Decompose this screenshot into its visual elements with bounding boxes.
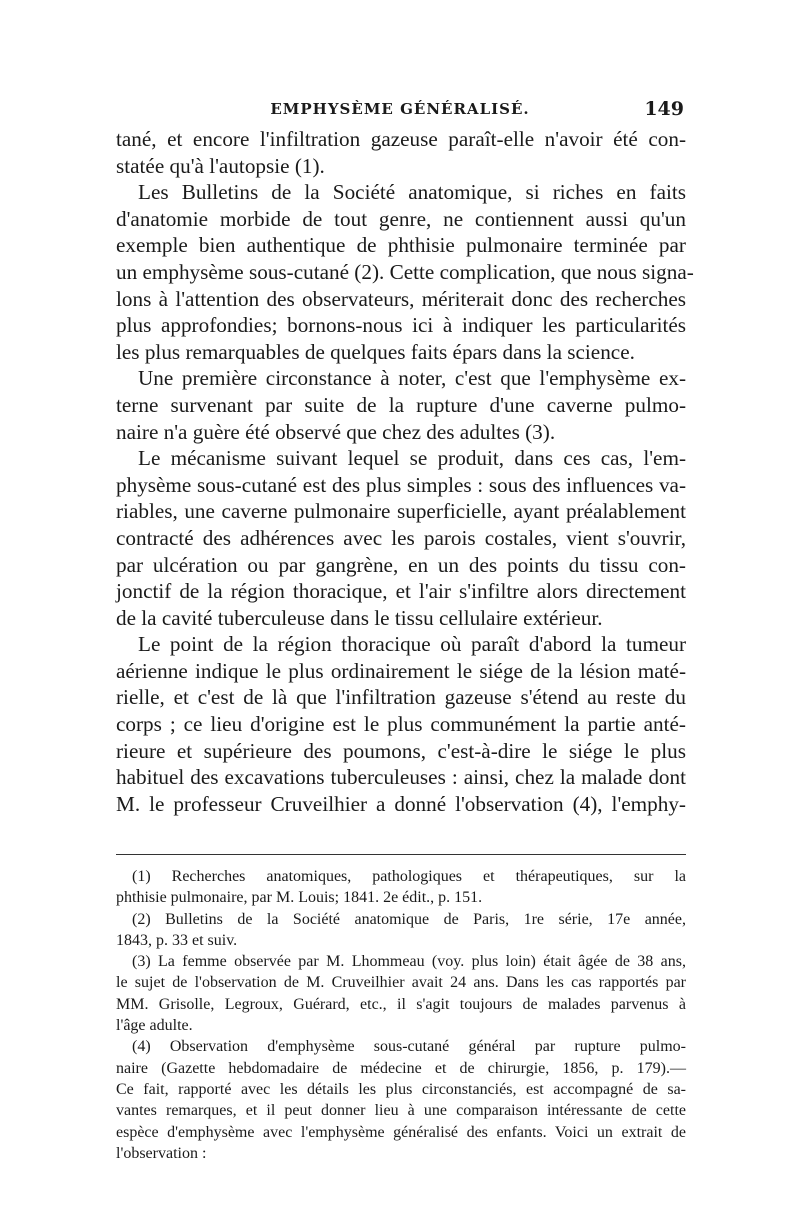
body-line: M. le professeur Cruveilhier a donné l'observation (4), l'emphy- [116,791,686,816]
body-line: plus approfondies; bornons-nous ici à indiquer les particularités [116,313,686,338]
body-line: Le mécanisme suivant lequel se produit, dans ces cas, l'em- [138,446,686,471]
body-line: Une première circonstance à noter, c'est que l'emphysème ex- [138,366,686,391]
body-line: tané, et encore l'infiltration gazeuse paraît-elle n'avoir été con- [116,127,686,151]
body-line: Les Bulletins de la Société anatomique, si riches en faits [138,180,686,205]
footnote-line: (2) Bulletins de la Société anatomique de Paris, 1re série, 17e année, [132,910,686,928]
body-line: par ulcération ou par gangrène, en un des points du tissu con- [116,552,686,577]
page-number: 149 [644,98,684,120]
footnote-rule [116,854,686,855]
page-header [116,100,684,124]
body-line: riables, une caverne pulmonaire superficielle, ayant préalablement [116,499,686,524]
body-line: rieure et supérieure des poumons, c'est-à-dire le siége le plus [116,738,686,763]
body-line: rielle, et c'est de là que l'infiltration gazeuse s'étend au reste du [116,685,686,710]
body-line: les plus remarquables de quelques faits épars dans la science. [116,339,635,364]
footnote-line: Ce fait, rapporté avec les détails les plus circonstanciés, est accompagné de sa- [116,1080,686,1098]
body-line: exemple bien authentique de phthisie pulmonaire terminée par [116,233,686,258]
body-line: physème sous-cutané est des plus simples : sous des influences va- [116,472,686,497]
body-line: naire n'a guère été observé que chez des adultes (3). [116,419,556,444]
body-text [116,126,694,817]
body-line: contracté des adhérences avec les parois costales, vient s'ouvrir, [116,525,686,550]
body-line: un emphysème sous-cutané (2). Cette complication, que nous signa- [116,259,694,284]
body-line: corps ; ce lieu d'origine est le plus communément la partie anté- [116,712,686,737]
footnote-line: le sujet de l'observation de M. Cruveilhier avait 24 ans. Dans les cas rapportés par [116,974,686,992]
footnote-line: naire (Gazette hebdomadaire de médecine et de chirurgie, 1856, p. 179).— [116,1059,686,1077]
footnote-line: l'âge adulte. [116,1017,193,1035]
footnote-line: MM. Grisolle, Legroux, Guérard, etc., il s'agit toujours de malades parvenus à [116,995,686,1013]
footnote-line: (4) Observation d'emphysème sous-cutané général par rupture pulmo- [132,1038,686,1056]
body-line: terne survenant par suite de la rupture d'une caverne pulmo- [116,392,686,417]
body-line: statée qu'à l'autopsie (1). [116,153,325,178]
footnote-line: 1843, p. 33 et suiv. [116,931,238,949]
body-line: aérienne indique le plus ordinairement le siége de la lésion maté- [116,658,686,683]
body-line: d'anatomie morbide de tout genre, ne contiennent aussi qu'un [116,206,686,231]
body-line: lons à l'attention des observateurs, mériterait donc des recherches [116,286,686,311]
body-line: Le point de la région thoracique où paraît d'abord la tumeur [138,632,686,657]
footnote-line: vantes remarques, et il peut donner lieu à une comparaison intéressante de cette [116,1102,686,1120]
footnote-line: l'observation : [116,1144,207,1162]
footnote-line: (3) La femme observée par M. Lhommeau (voy. plus loin) était âgée de 38 ans, [132,953,686,971]
body-line: de la cavité tuberculeuse dans le tissu cellulaire extérieur. [116,605,603,630]
footnote-line: (1) Recherches anatomiques, pathologiques et thérapeutiques, sur la [132,868,686,885]
footnotes [116,866,686,1164]
footnote-line: phthisie pulmonaire, par M. Louis; 1841. 2e édit., p. 151. [116,889,483,907]
body-line: habituel des excavations tuberculeuses : ainsi, chez la malade dont [116,765,686,790]
footnote-line: espèce d'emphysème avec l'emphysème généralisé des enfants. Voici un extrait de [116,1123,686,1141]
running-title: EMPHYSÈME GÉNÉRALISÉ. [270,100,530,118]
body-line: jonctif de la région thoracique, et l'air s'infiltre alors directement [116,579,686,604]
